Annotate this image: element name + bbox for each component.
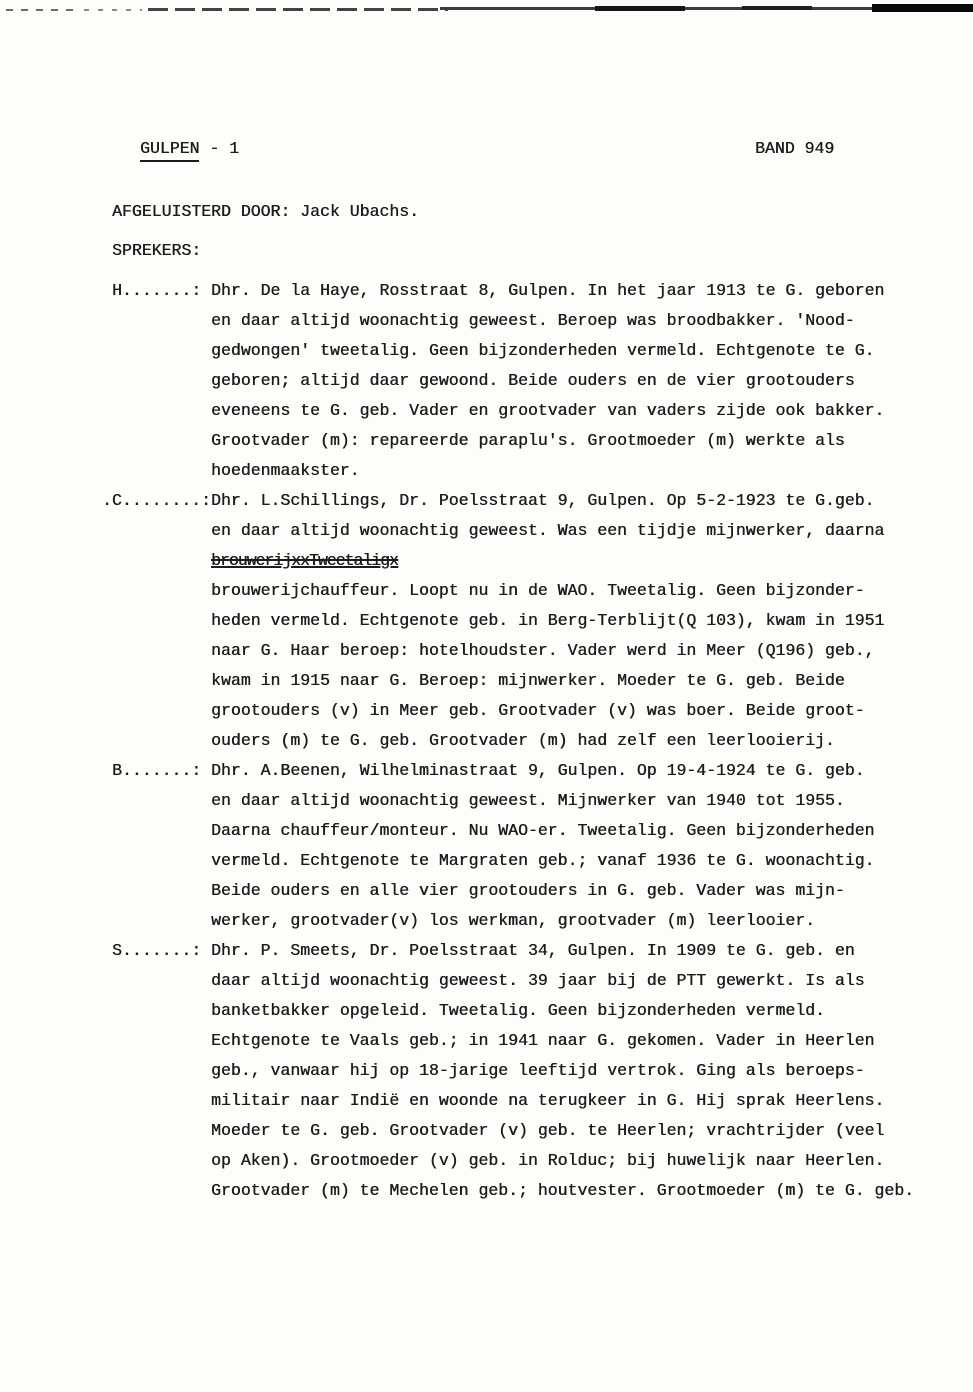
speaker-line: Dhr. P. Smeets, Dr. Poelsstraat 34, Gulpen. In 1909 te G. geb. en — [211, 941, 855, 960]
speaker-entry — [112, 756, 952, 936]
transcriber-line: AFGELUISTERD DOOR: Jack Ubachs. — [112, 202, 419, 221]
speaker-line: en daar altijd woonachtig geweest. Was een tijdje mijnwerker, daarna — [211, 521, 885, 540]
speaker-lines — [211, 486, 952, 756]
speaker-line: grootouders (v) in Meer geb. Grootvader (v) was boer. Beide groot- — [211, 701, 865, 720]
speaker-line: eveneens te G. geb. Vader en grootvader van vaders zijde ook bakker. — [211, 401, 885, 420]
scan-artifact-dashes-middle — [148, 8, 448, 11]
speaker-line: vermeld. Echtgenote te Margraten geb.; vanaf 1936 te G. woonachtig. — [211, 851, 875, 870]
speaker-lines — [211, 756, 952, 936]
scan-artifact-thick-segment2 — [742, 6, 812, 10]
speaker-line: ouders (m) te G. geb. Grootvader (m) had zelf een leerlooierij. — [211, 731, 835, 750]
speaker-line: Moeder te G. geb. Grootvader (v) geb. te Heerlen; vrachtrijder (veel — [211, 1121, 885, 1140]
speaker-line: werker, grootvader(v) los werkman, grootvader (m) leerlooier. — [211, 911, 815, 930]
scan-artifact-thick-segment1 — [595, 6, 685, 11]
speaker-entry — [102, 486, 952, 756]
speaker-line: militair naar Indië en woonde na terugkeer in G. Hij sprak Heerlens. — [211, 1091, 885, 1110]
page-number: - 1 — [199, 139, 240, 158]
speaker-line: Dhr. A.Beenen, Wilhelminastraat 9, Gulpen. Op 19-4-1924 te G. geb. — [211, 761, 865, 780]
speaker-line: brouwerijchauffeur. Loopt nu in de WAO. Tweetalig. Geen bijzonder- — [211, 581, 865, 600]
speaker-lines — [211, 276, 952, 486]
speaker-line: geb., vanwaar hij op 18-jarige leeftijd vertrok. Ging als beroeps- — [211, 1061, 865, 1080]
speaker-line: daar altijd woonachtig geweest. 39 jaar bij de PTT gewerkt. Is als — [211, 971, 865, 990]
speaker-line: Echtgenote te Vaals geb.; in 1941 naar G. gekomen. Vader in Heerlen — [211, 1031, 875, 1050]
speaker-line: banketbakker opgeleid. Tweetalig. Geen bijzonderheden vermeld. — [211, 1001, 825, 1020]
speaker-label: S.......: — [112, 941, 202, 960]
speaker-line: gedwongen' tweetalig. Geen bijzonderheden vermeld. Echtgenote te G. — [211, 341, 875, 360]
speaker-entry — [112, 276, 952, 486]
page-title: GULPEN — [140, 139, 199, 162]
speaker-lines — [211, 936, 952, 1206]
speakers-list — [102, 276, 952, 1206]
speaker-line: geboren; altijd daar gewoond. Beide ouders en de vier grootouders — [211, 371, 855, 390]
speaker-line: Grootvader (m) te Mechelen geb.; houtvester. Grootmoeder (m) te G. geb. — [211, 1181, 915, 1200]
speaker-line: en daar altijd woonachtig geweest. Mijnwerker van 1940 tot 1955. — [211, 791, 845, 810]
speaker-label: H.......: — [112, 281, 202, 300]
speaker-line: Grootvader (m): repareerde paraplu's. Grootmoeder (m) werkte als — [211, 431, 845, 450]
speaker-line: brouwerijxxTweetaligx — [211, 551, 398, 570]
speaker-line: Beide ouders en alle vier grootouders in G. geb. Vader was mijn- — [211, 881, 845, 900]
scan-artifact-thick-corner — [872, 4, 973, 12]
speaker-line: op Aken). Grootmoeder (v) geb. in Rolduc; bij huwelijk naar Heerlen. — [211, 1151, 885, 1170]
speaker-label: .C........: — [102, 491, 211, 510]
speaker-line: Dhr. L.Schillings, Dr. Poelsstraat 9, Gulpen. Op 5-2-1923 te G.geb. — [211, 491, 875, 510]
speaker-line: kwam in 1915 naar G. Beroep: mijnwerker. Moeder te G. geb. Beide — [211, 671, 845, 690]
header-left — [140, 139, 239, 158]
speaker-line: hoedenmaakster. — [211, 461, 360, 480]
speaker-line: naar G. Haar beroep: hotelhoudster. Vader werd in Meer (Q196) geb., — [211, 641, 875, 660]
band-number: BAND 949 — [755, 139, 835, 158]
scan-artifact-dashes-left2 — [84, 9, 142, 11]
speaker-line: en daar altijd woonachtig geweest. Beroep was broodbakker. 'Nood- — [211, 311, 855, 330]
speaker-line: Dhr. De la Haye, Rosstraat 8, Gulpen. In het jaar 1913 te G. geboren — [211, 281, 885, 300]
speaker-entry — [112, 936, 952, 1206]
speakers-heading: SPREKERS: — [112, 241, 202, 260]
speaker-line: heden vermeld. Echtgenote geb. in Berg-Terblijt(Q 103), kwam in 1951 — [211, 611, 885, 630]
speaker-label: B.......: — [112, 761, 202, 780]
scan-artifact-dashes-left — [6, 9, 74, 11]
speaker-line: Daarna chauffeur/monteur. Nu WAO-er. Tweetalig. Geen bijzonderheden — [211, 821, 875, 840]
